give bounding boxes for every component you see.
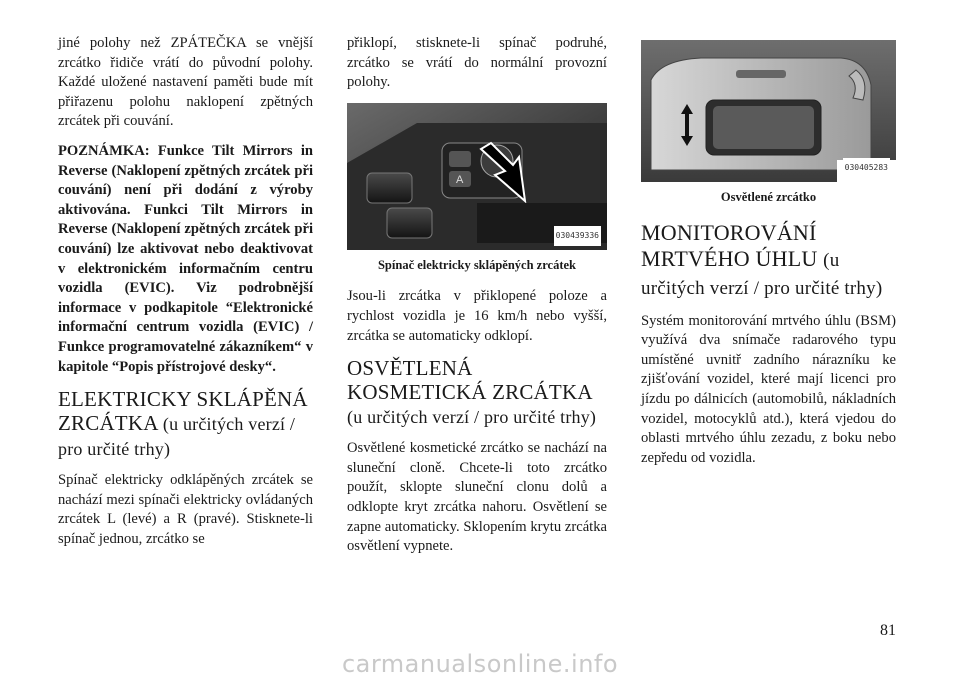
paragraph-tilt-memory: jiné polohy než ZPÁTEČKA se vnější zrcátko řidiče vrátí do původní polohy. Každé uložené nastavení paměti bude mít přiřazenu polohu naklopení zpětných zrcátek při couvání. — [58, 35, 313, 130]
heading-main: MONITOROVÁNÍ MRTVÉHO ÚHLU — [641, 219, 818, 271]
figure-vanity-mirror — [641, 40, 896, 182]
heading-main: ELEKTRICKY SKLÁPĚNÁ ZRCÁTKA — [58, 387, 308, 436]
heading-sub: (u určitých verzí / pro určité trhy) — [347, 407, 597, 428]
paragraph-folding-switch: Spínač elektricky odklápěných zrcátek se nachází mezi spínači elektricky ovládaných zrcátek L (levé) a R (pravé). Stisknete-li spínač jednou, zrcátko se — [58, 472, 313, 547]
paragraph-auto-unfold: Jsou-li zrcátka v přiklopené poloze a rychlost vozidla je 16 km/h nebo vyšší, zrcátka se automaticky odklopí. — [347, 288, 607, 344]
heading-sub: (u určitých verzí / pro určité trhy) — [641, 249, 883, 299]
figure-caption: Osvětlené zrcátko — [720, 190, 817, 204]
heading-sub: (u určitých verzí / pro určité trhy) — [58, 414, 296, 460]
figure-folding-switch — [347, 103, 607, 250]
column-middle — [347, 34, 607, 567]
figure-caption: Spínač elektricky sklápěných zrcátek — [377, 257, 577, 272]
heading-illuminated-vanity-mirrors — [347, 356, 607, 429]
svg-text:A: A — [456, 173, 464, 186]
heading-main: OSVĚTLENÁ KOSMETICKÁ ZRCÁTKA — [347, 356, 592, 405]
heading-power-folding-mirrors — [58, 387, 313, 461]
watermark: carmanualsonline.info — [341, 650, 619, 678]
figure-code: 030405283 — [843, 158, 890, 178]
paragraph-vanity-mirror: Osvětlené kosmetické zrcátko se nachází na sluneční cloně. Chcete-li toto zrcátko použít, sklopte sluneční clonu dolů a odklopte kryt zrcátka nahoru. Osvětlení se zapne automaticky. Sklopením krytu zrcátka osvětlení vypnete. — [347, 440, 607, 555]
paragraph-fold-back: přiklopí, stisknete-li spínač podruhé, zrcátko se vrátí do normální provozní polohy. — [347, 35, 607, 91]
note-tilt-mirrors: POZNÁMKA: Funkce Tilt Mirrors in Reverse (Naklopení zpětných zrcátek při couvání) není při dodání z výroby aktivována. Funkci Tilt Mirrors in Reverse (Naklopení zpětných zrcátek při couvání) lze aktivovat nebo deaktivovat v elektronickém informačním centru vozidla (EVIC). Viz podrobnější informace v podkapitole “Elektronické informační centrum vozidla (EVIC) / Funkce programovatelné zákazníkem“ v kapitole “Popis přístrojové desky“. — [58, 142, 313, 375]
column-right — [641, 40, 896, 478]
figure-code: 030439336 — [554, 226, 601, 246]
paragraph-bsm: Systém monitorování mrtvého úhlu (BSM) využívá dva snímače radarového typu umístěné uvnitř zadního nárazníku ke zjišťování vozidel, které mají licenci pro jízdu po dálnicích (automobilů, nákladních vozidel, motocyklů atd.), která vjedou do oblasti mrtvého úhlu zezadu, z boku nebo zepředu od vozidla. — [641, 312, 896, 466]
heading-blind-spot-monitoring — [641, 220, 896, 302]
page-number: 81 — [880, 622, 896, 639]
column-left — [58, 34, 313, 559]
